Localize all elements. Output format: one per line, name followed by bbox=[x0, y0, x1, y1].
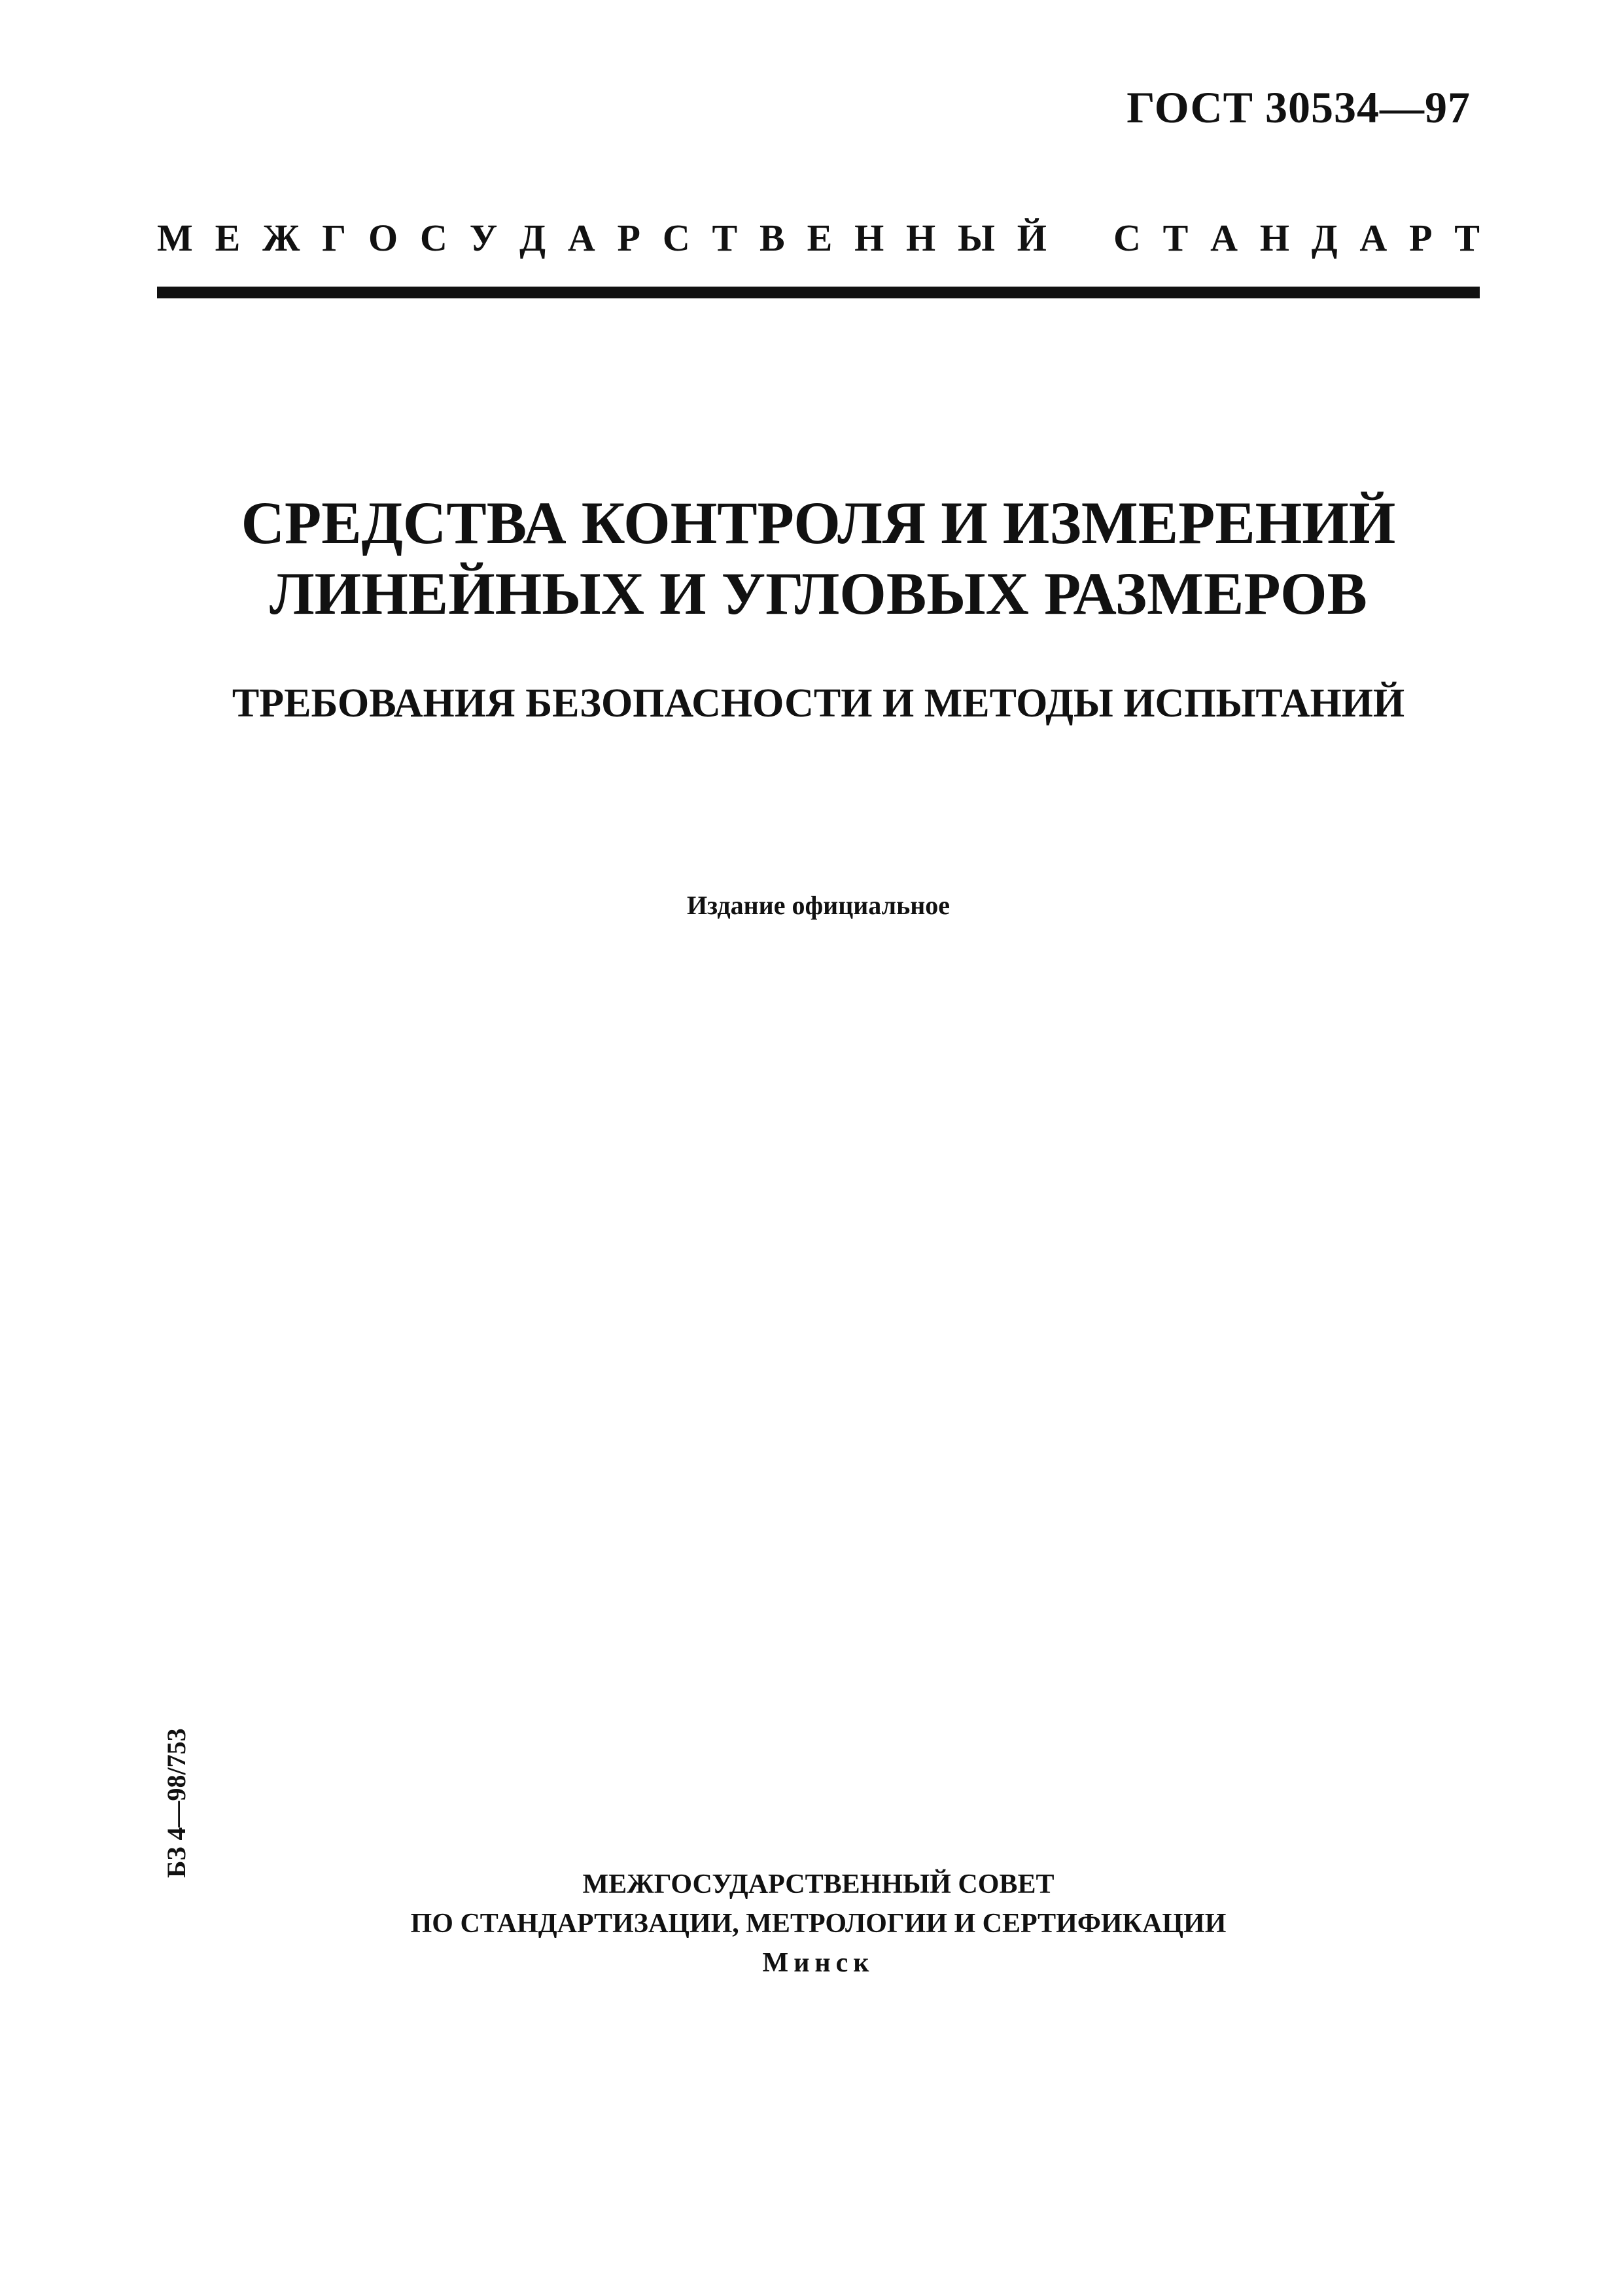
header-rule bbox=[157, 287, 1480, 298]
main-title bbox=[157, 487, 1480, 629]
sub-title: ТРЕБОВАНИЯ БЕЗОПАСНОСТИ И МЕТОДЫ ИСПЫТАНИЙ bbox=[232, 681, 1405, 726]
publisher-city: Минск bbox=[762, 1948, 875, 1978]
standard-type-word-2: С Т А Н Д А Р Т bbox=[1113, 217, 1480, 259]
publisher-line-1: МЕЖГОСУДАРСТВЕННЫЙ СОВЕТ bbox=[582, 1869, 1055, 1899]
main-title-line-2: ЛИНЕЙНЫХ И УГЛОВЫХ РАЗМЕРОВ bbox=[270, 560, 1367, 627]
standard-type-word-1: М Е Ж Г О С У Д А Р С Т В Е Н Н Ы Й bbox=[157, 217, 1047, 259]
standard-type-heading bbox=[157, 216, 1480, 260]
side-code: БЗ 4—98/753 bbox=[162, 1728, 191, 1878]
document-number: ГОСТ 30534—97 bbox=[1126, 82, 1471, 132]
edition-note: Издание официальное bbox=[686, 891, 951, 920]
publisher-block bbox=[157, 1865, 1480, 1983]
main-title-line-1: СРЕДСТВА КОНТРОЛЯ И ИЗМЕРЕНИЙ bbox=[241, 489, 1396, 556]
publisher-line-2: ПО СТАНДАРТИЗАЦИИ, МЕТРОЛОГИИ И СЕРТИФИКАЦИИ bbox=[410, 1909, 1227, 1939]
